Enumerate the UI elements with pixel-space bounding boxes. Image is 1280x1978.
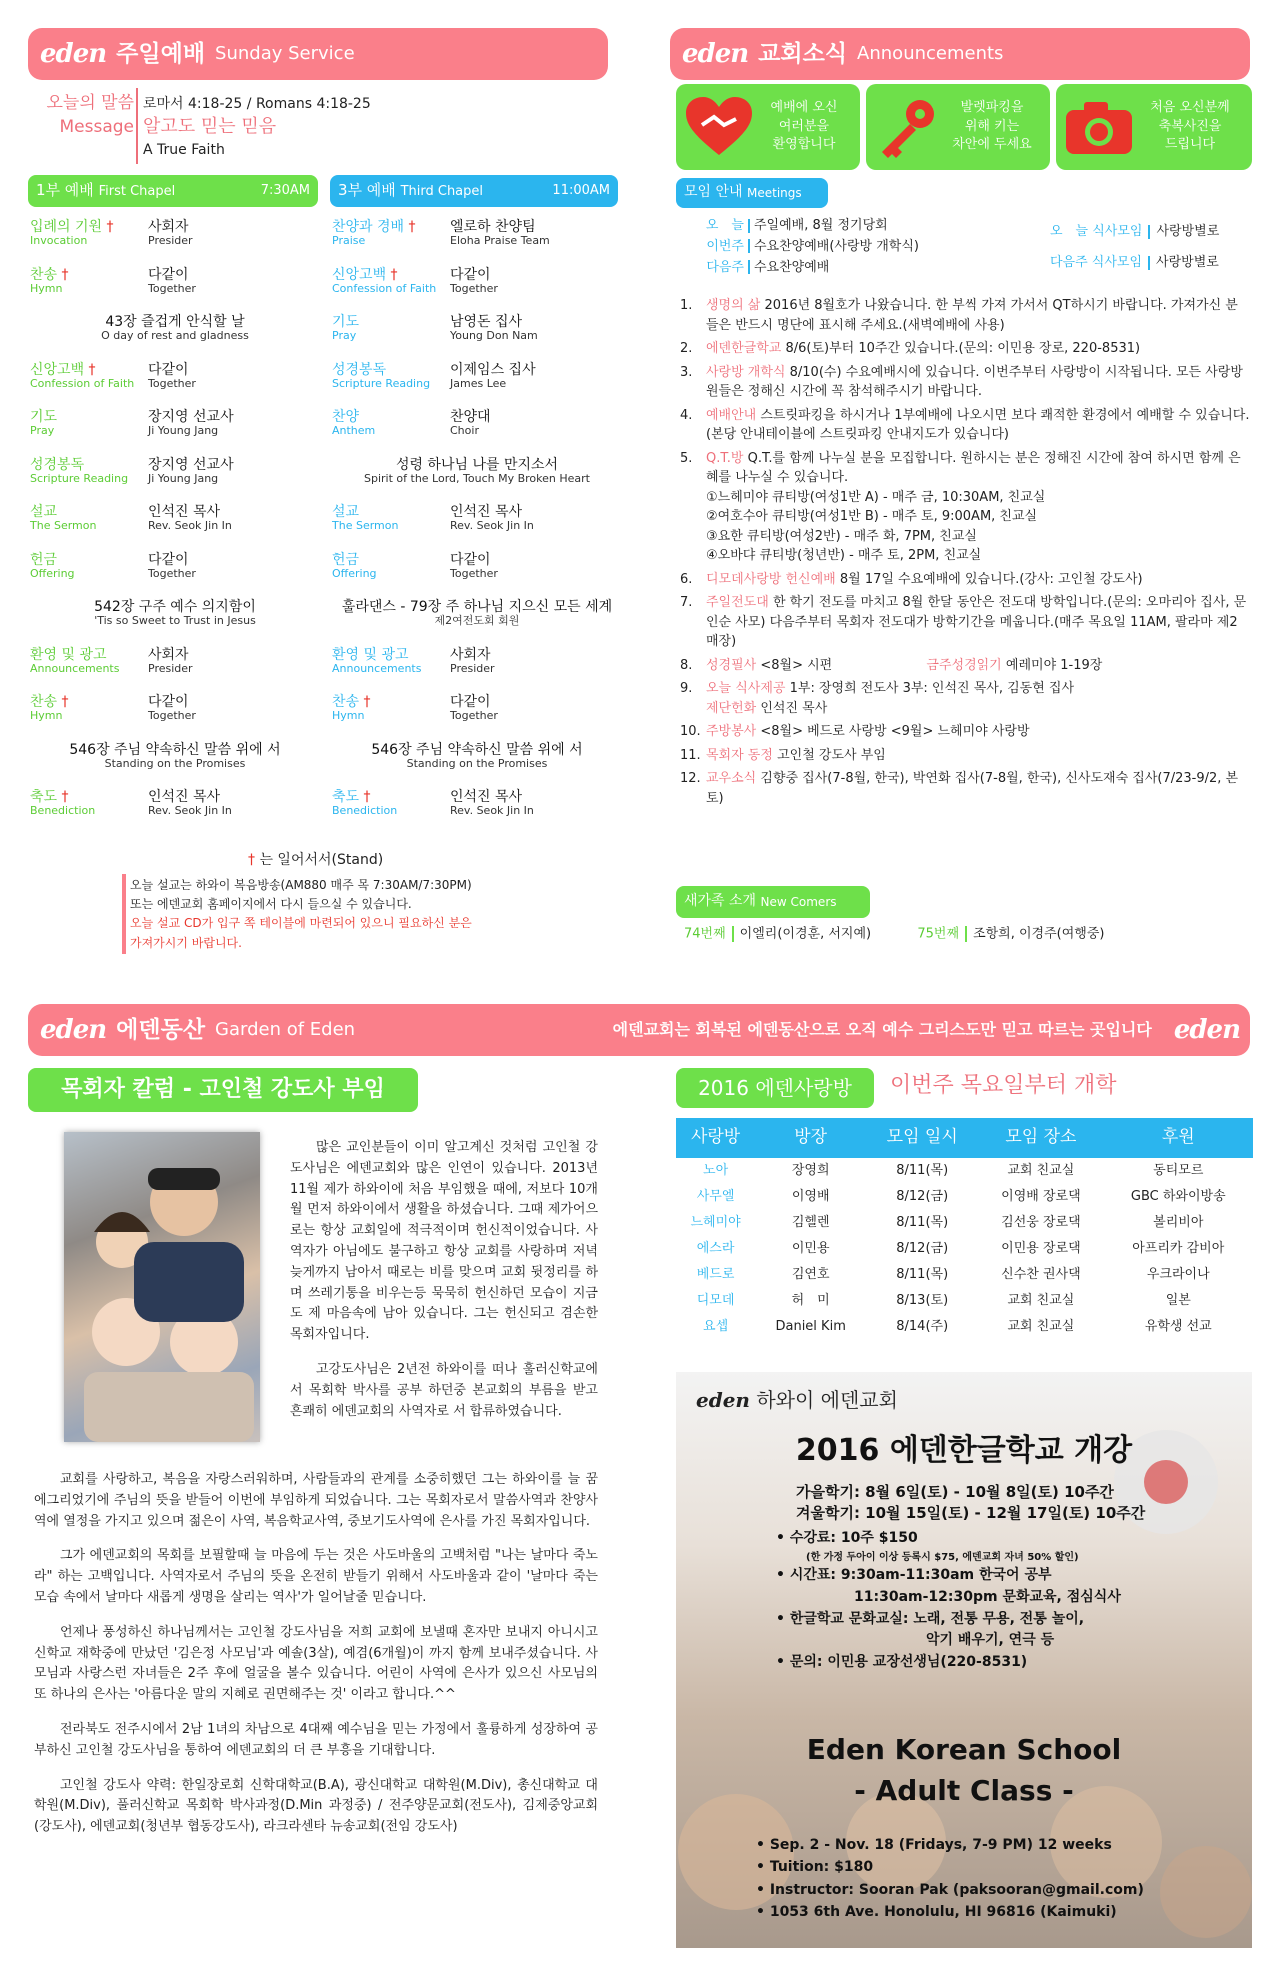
table-cell: 김선웅 장로댁 <box>1001 1214 1081 1230</box>
column-header: 모임 일시 <box>866 1118 978 1158</box>
column-header: 사랑방 <box>676 1118 755 1158</box>
eden-logo: eden <box>682 38 749 69</box>
message-block: 로마서 4:18-25 / Romans 4:18-25 알고도 믿는 믿음 A True Faith <box>143 96 371 159</box>
table-cell: 8/11(목) <box>896 1266 949 1282</box>
sarang-badge: 2016 에덴사랑방 <box>676 1068 874 1108</box>
announcements-header <box>670 28 1250 80</box>
announcement-item: 3. 사랑방 개학식 8/10(수) 수요예배시에 있습니다. 이번주부터 사랑방이 시작됩니다. 모든 사랑방원들은 정해신 시간에 꼭 참석해주시기 바랍니다. <box>680 364 1243 399</box>
meetings-list: 오 늘 주일예배, 8월 정기당회 이번주 수요찬양예배(사랑방 개학식) 다음주 수요찬양예배 <box>705 218 919 275</box>
flyer-bullets: • 수강료: 10주 $150 (한 가정 두아이 이상 등록시 $75, 에덴교회 자녀 50% 할인) • 시간표: 9:30am-11:30am 한국어 공부 11:30am-12:30pm 문화교육, 점심식사 • 한글학교 문화교실: 노래, 전통 무용, 전통 놀이, 악기 배우기, 연극 등 • 문의: 이민용 교장선생님(220-8531) <box>776 1530 1121 1670</box>
announcement-item: 1. 생명의 삶 2016년 8월호가 나왔습니다. 한 부씩 가져 가서서 QT하시기 바랍니다. 가져가신 분들은 반드시 명단에 표시해 주세요.(새벽예배에 사용) <box>680 298 1238 333</box>
table-cell: 노아 <box>703 1162 729 1178</box>
table-cell: 8/11(목) <box>896 1214 949 1230</box>
table-cell: 베드로 <box>696 1266 735 1282</box>
table-cell: 교회 친교실 <box>1007 1292 1075 1308</box>
announcement-item: 2. 에덴한글학교 8/6(토)부터 10주간 있습니다.(문의: 이민용 장로, 220-8531) <box>680 341 1141 356</box>
table-cell: 이민용 <box>791 1240 830 1256</box>
flyer-terms: 가을학기: 8월 6일(토) - 10월 8일(토) 10주간 겨울학기: 10월 15일(토) - 12월 17일(토) 10주간 <box>796 1483 1146 1522</box>
table-cell: 8/12(금) <box>896 1188 949 1204</box>
column-body-top: 많은 교인분들이 이미 알고계신 것처럼 고인철 강도사님은 에덴교회와 많은 인연이 있습니다. 2013년 11월 제가 하와이에 처음 부임했을 때에, 저보다 10개월 먼저 하와이에서 생활을 하셨습니다. 그때 제가어으로는 항상 교회일에 적극적이며 헌신적이었습니다. 사역자가 아님에도 불구하고 항상 교회를 사랑하며 저녁 늦게까지 남아서 때로는 비를 맞으며 교회 뒷정리를 하며 쓰레기통을 비우는등 묵묵히 헌신하던 모습이 지금도 제 마음속에 남아 있습니다. 그는 헌신되고 겸손한 목회자입니다. 고강도사님은 2년전 하와이를 떠나 훌러신학교에서 목회학 박사를 공부 하던중 본교회의 부름을 받고 흔쾌히 에덴교회의 사역자로 서 합류하였습니다. <box>290 1140 598 1419</box>
sunday-title-ko: 주일예배 <box>116 40 206 67</box>
table-cell: 김헬렌 <box>791 1214 830 1230</box>
announcement-item: 5. Q.T.방 Q.T.를 함께 나누실 분을 모집합니다. 원하시는 분은 정해진 시간에 참여 하시면 함께 은혜를 나누실 수 있습니다. ①느헤미야 큐티방(여성1반 A) - 매주 금, 10:30AM, 친교실 ②여호수아 큐티방(여성1반 B) - 매주 토, 9:00AM, 친교실 ③요한 큐티방(여성2반) - 매주 화, 7PM, 친교실 ④오바댜 큐티방(청년반) - 매주 토, 2PM, 친교실 <box>680 450 1241 563</box>
column-title: 목회자 칼럼 - 고인철 강도사 부임 <box>28 1068 418 1112</box>
message-label: 오늘의 말씀 Message <box>46 93 134 137</box>
table-cell: 동티모르 <box>1153 1162 1204 1178</box>
key-icon <box>874 94 940 160</box>
sunday-service-header <box>28 28 608 80</box>
hymn-title: 43장 즐겁게 안식할 날 O day of rest and gladness <box>101 314 249 343</box>
table-cell: 유학생 선교 <box>1144 1318 1212 1334</box>
meal-list: 오 늘 식사모임 사랑방별로 다음주 식사모임 사랑방별로 <box>1050 224 1220 271</box>
hymn-title: 546장 주님 약속하신 말씀 위에 서 Standing on the Promises <box>69 741 281 770</box>
table-cell: 장영희 <box>791 1162 830 1178</box>
sunday-title-en: Sunday Service <box>215 42 355 64</box>
adult-class-title: Eden Korean School - Adult Class - <box>806 1733 1122 1807</box>
stand-note: † 는 일어서서(Stand) <box>248 852 384 868</box>
eden-logo: eden <box>1173 1014 1240 1045</box>
table-row <box>676 1314 1253 1340</box>
first-chapel-pill: 1부 예배 First Chapel 7:30AM <box>28 175 318 207</box>
table-cell: 이영배 <box>791 1188 830 1204</box>
announcement-item: 7. 주일전도대 한 학기 전도를 마치고 8월 한달 동안은 전도대 방학입니다.(문의: 오마리아 집사, 문인순 사모) 다음주부터 목회자 전도대가 방학기간을 메웁니다.(매주 목요일 11AM, 팔라마 제2매장) <box>680 595 1247 649</box>
announcement-item: 8. 성경필사 <8월> 시편 금주성경읽기 예레미야 1-19장 <box>680 657 1103 673</box>
table-cell: 에스라 <box>696 1240 735 1256</box>
korean-school-flyer <box>676 1372 1252 1948</box>
radio-note: 오늘 설교는 하와이 복음방송(AM880 매주 목 7:30AM/7:30PM) 또는 에덴교회 홈페이지에서 다시 들으실 수 있습니다. 오늘 설교 CD가 입구 쪽 테이블에 마련되어 있으니 필요하신 분은 가져가시기 바랍니다. <box>130 878 472 950</box>
column-header: 모임 장소 <box>978 1118 1103 1158</box>
announcement-item: 12. 교우소식 김향중 집사(7-8월, 한국), 박연화 집사(7-8월, 한국), 신사도재숙 집사(7/23-9/2, 본토) <box>680 771 1239 806</box>
camera-icon <box>1064 98 1134 156</box>
table-cell: 사무엘 <box>696 1188 735 1204</box>
table-cell: 일본 <box>1165 1292 1191 1308</box>
table-cell: 이민용 장로댁 <box>1001 1240 1081 1256</box>
flyer-title: 2016 에덴한글학교 개강 <box>795 1433 1133 1468</box>
table-cell: 이영배 장로댁 <box>1001 1188 1081 1204</box>
table-cell: 볼리비아 <box>1153 1214 1204 1230</box>
table-cell: 8/14(주) <box>896 1318 949 1334</box>
announcement-item: 11. 목회자 동정 고인철 강도사 부임 <box>680 747 886 763</box>
table-cell: 8/13(토) <box>896 1292 949 1308</box>
table-cell: 디모데 <box>696 1292 735 1308</box>
table-row <box>676 1184 1253 1210</box>
eden-logo: eden <box>40 38 107 69</box>
garden-header: eden 에덴동산 Garden of Eden 에덴교회는 회복된 에덴동산으로 오직 예수 그리스도만 믿고 따르는 곳입니다 eden <box>28 1004 1250 1056</box>
table-cell: GBC 하와이방송 <box>1130 1188 1226 1204</box>
table-cell: 허 미 <box>791 1292 830 1308</box>
eden-logo: eden <box>40 1014 107 1045</box>
column-header: 방장 <box>755 1118 866 1158</box>
ann-title-ko: 교회소식 <box>758 40 848 67</box>
flyer-church: eden 하와이 에덴교회 <box>696 1388 898 1412</box>
announcement-item: 4. 예배안내 스트릿파킹을 하시거나 1부예배에 나오시면 보다 쾌적한 환경에서 예배할 수 있습니다.(본당 안내테이블에 스트릿파킹 안내지도가 있습니다) <box>680 407 1250 442</box>
photo-box: 처음 오신분께 축복사진을 드립니다 <box>1056 84 1252 170</box>
table-cell: 김연호 <box>791 1266 830 1282</box>
radio-note-bar <box>122 874 126 954</box>
table-row <box>676 1210 1253 1236</box>
pastor-family-photo <box>64 1132 260 1442</box>
hymn-title: 546장 주님 약속하신 말씀 위에 서 Standing on the Promises <box>371 741 583 770</box>
table-cell: 교회 친교실 <box>1007 1318 1075 1334</box>
newcomers-pill: 새가족 소개 New Comers <box>676 886 870 918</box>
table-row <box>676 1158 1253 1184</box>
newcomers-list: 74번째 이엘리(이경훈, 서지예) 75번째 조항희, 이경주(여행중) <box>684 926 1105 942</box>
table-cell: 아프리카 감비아 <box>1132 1240 1225 1256</box>
column-header: 후원 <box>1104 1118 1253 1158</box>
ann-title-en: Announcements <box>857 42 1004 64</box>
announcement-item: 10. 주방봉사 <8월> 베드로 사랑방 <9월> 느헤미야 사랑방 <box>680 724 1030 739</box>
heart-handshake-icon <box>684 95 754 159</box>
hymn-title: 성령 하나님 나를 만지소서 Spirit of the Lord, Touch My Broken Heart <box>364 456 590 485</box>
column-body-bottom: 교회를 사랑하고, 복음을 자랑스러워하며, 사람들과의 관계를 소중히했던 그는 하와이를 늘 꿈에그리었기에 주님의 뜻을 받들어 이번에 부임하게 되었습니다. 그는 목회자로서 말씀사역과 찬양사역에 열정을 가지고 있으며 젊은이 사역, 복음학교사역, 중보기도사역에 은사를 가진 목회자입니다. 그가 에덴교회의 목회를 보필할때 늘 마음에 두는 것은 사도바울의 고백처럼 "나는 날마다 죽노라" 하는 고백입니다. 사역자로서 주님의 뜻을 온전히 받들기 위해서 사도바울과 같이 '날마다 죽는 모습 속에서 날마다 새롭게 생명을 살리는 역사'가 일어날줄 믿습니다. 언제나 풍성하신 하나님께서는 고인철 강도사님을 저희 교회에 보낼때 혼자만 보내지 아니시고 신학교 재학중에 만났던 '김은정 사모님'과 예솔(3살), 예겸(6개월)이 까지 함께 보내주셨습니다. 사모님과 사랑스런 자녀들은 2주 후에 얼굴을 볼수 있습니다. 어린이 사역에 은사가 있으신 사모님의 또 하나의 은사는 '아름다운 말의 지혜로 권면해주는 것' 이라고 합니다.^^ 전라북도 전주시에서 2남 1녀의 차남으로 4대째 예수님을 믿는 가정에서 훌륭하게 성장하여 공부하신 고인철 강도사님을 통하여 에덴교회의 더 큰 부흥을 기대합니다. 고인철 강도사 약력: 한일장로회 신학대학교(B.A), 광신대학교 대학원(M.Div), 총신대학교 대학원(M.Div), 풀러신학교 목회학 박사과정(D.Min 과정중) / 전주양문교회(전도사), 김제중앙교회(강도사), 에덴교회(청년부 협동강도사), 라크라센타 뉴송교회(전임 강도사) <box>34 1472 598 1835</box>
table-cell: 신수찬 권사댁 <box>1001 1266 1081 1282</box>
sarang-title: 이번주 목요일부터 개학 <box>890 1073 1117 1098</box>
hymn-title: 542장 구주 예수 의지함이 'Tis so Sweet to Trust in Jesus <box>94 599 256 628</box>
table-cell: 느헤미야 <box>690 1214 741 1230</box>
table-cell: 요셉 <box>703 1318 729 1334</box>
welcome-box: 예배에 오신 여러분을 환영합니다 <box>676 84 860 170</box>
announcement-list <box>680 296 1250 812</box>
table-cell: 8/11(목) <box>896 1162 949 1178</box>
meetings-pill: 모임 안내 Meetings <box>676 178 828 208</box>
table-cell: Daniel Kim <box>775 1318 846 1334</box>
announcement-item: 6. 디모데사랑방 헌신예배 8월 17일 수요예배에 있습니다.(강사: 고인철 강도사) <box>680 571 1143 587</box>
hymn-title: 훌라댄스 - 79장 주 하나님 지으신 모든 세계 제2여전도회 회원 <box>341 599 613 628</box>
valet-box: 발렛파킹을 위해 키는 차안에 두세요 <box>866 84 1050 170</box>
table-row <box>676 1288 1253 1314</box>
garden-motto: 에덴교회는 회복된 에덴동산으로 오직 예수 그리스도만 믿고 따르는 곳입니다 <box>612 1020 1152 1039</box>
message-divider <box>136 88 138 164</box>
third-chapel-pill: 3부 예배 Third Chapel 11:00AM <box>330 175 618 207</box>
table-cell: 교회 친교실 <box>1007 1162 1075 1178</box>
table-cell: 8/12(금) <box>896 1240 949 1256</box>
sarang-table <box>676 1118 1253 1340</box>
table-row <box>676 1236 1253 1262</box>
adult-class-details: • Sep. 2 - Nov. 18 (Fridays, 7-9 PM) 12 weeks • Tuition: $180 • Instructor: Sooran Pak (paksooran@gmail.com) • 1053 6th Ave. Honolulu, HI 96816 (Kaimuki) <box>756 1837 1144 1921</box>
table-row <box>676 1262 1253 1288</box>
table-cell: 우크라이나 <box>1146 1266 1210 1282</box>
announcement-item: 9. 오늘 식사제공 1부: 장영희 전도사 3부: 인석진 목사, 김동현 집사 제단헌화 인석진 목사 <box>680 681 1075 716</box>
